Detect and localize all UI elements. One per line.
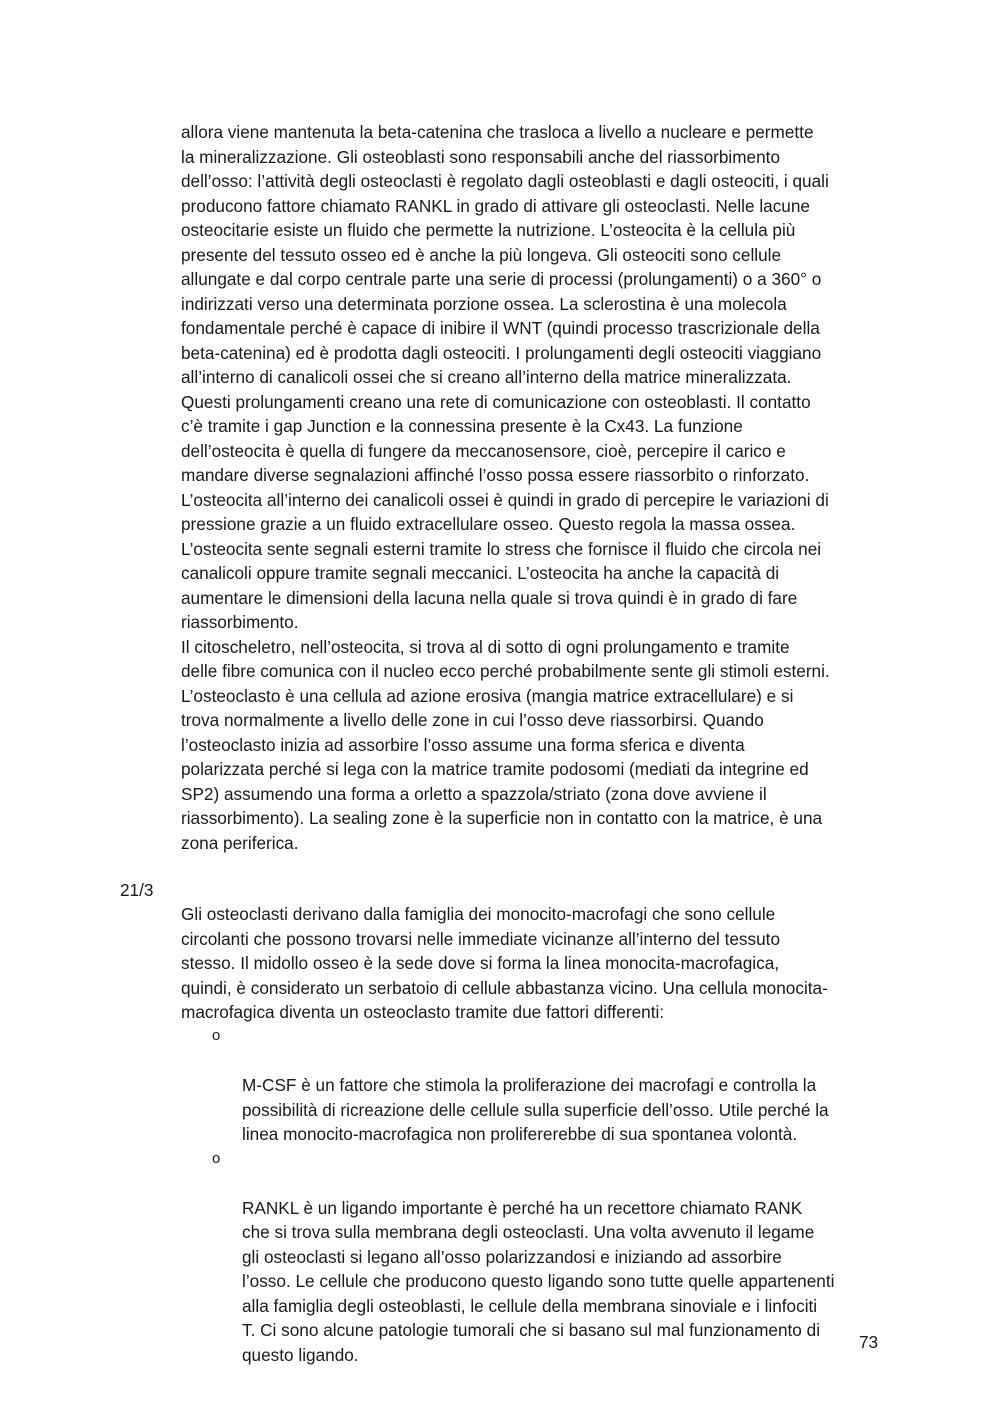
bullet-marker: o [212, 1149, 221, 1167]
page-number: 73 [859, 1332, 879, 1352]
bullet-marker: o [212, 1027, 221, 1044]
list-item [181, 1024, 881, 1147]
list-item [181, 1147, 881, 1368]
date-label: 21/3 [120, 880, 154, 900]
body-paragraph-osteociti: allora viene mantenuta la beta-catenina che trasloca a livello a nucleare e permette la mineralizzazione. Gli osteoblasti sono responsabili anche del riassorbimento dell’osso: l’attività degli osteoclasti è regolato dagli osteoblasti e dagli osteociti, i quali producono fattore chiamato RANKL in grado di attivare gli osteoclasti. Nelle lacune osteocitarie esiste un fluido che permette la nutrizione. L’osteocita è la cellula più presente del tessuto osseo ed è anche la più longeva. Gli osteociti sono cellule allungate e dal corpo centrale parte una serie di processi (prolungamenti) o a 360° o indirizzati verso una determinata porzione ossea. La sclerostina è una molecola fondamentale perché è capace di inibire il WNT (quindi processo trascrizionale della beta-catenina) ed è prodotta dagli osteociti. I prolungamenti degli osteociti viaggiano all’interno di canalicoli ossei che si creano all’interno della matrice mineralizzata. Questi prolungamenti creano una rete di comunicazione con osteoblasti. Il contatto c’è tramite i gap Junction e la connessina presente è la Cx43. La funzione dell’osteocita è quella di fungere da meccanosensore, cioè, percepire il carico e mandare diverse segnalazioni affinché l’osso possa essere riassorbito o rinforzato. L’osteocita all’interno dei canalicoli ossei è quindi in grado di percepire le variazioni di pressione grazie a un fluido extracellulare osseo. Questo regola la massa ossea. L’osteocita sente segnali esterni tramite lo stress che fornisce il fluido che circola nei canalicoli oppure tramite segnali meccanici. L’osteocita ha anche la capacità di aumentare le dimensioni della lacuna nella quale si trova quindi è in grado di fare riassorbimento. Il citoscheletro, nell’osteocita, si trova al di sotto di ogni prolungamento e tramite delle fibre comunica con il nucleo ecco perché probabilmente sente gli stimoli esterni. L’osteoclasto è una cellula ad azione erosiva (mangia matrice extracellulare) e si trova normalmente a livello delle zone in cui l’osso deve riassorbirsi. Quando l’osteoclasto inizia ad assorbire l’osso assume una forma sferica e diventa polarizzata perché si lega con la matrice tramite podosomi (mediati da integrine ed SP2) assumendo una forma a orletto a spazzola/striato (zona dove avviene il riassorbimento). La sealing zone è la superficie non in contatto con la matrice, è una zona periferica. [181, 122, 830, 853]
list-item-text: M-CSF è un fattore che stimola la proliferazione dei macrofagi e controlla la possibilità di ricreazione delle cellule sulla superficie dell’osso. Utile perché la linea monocito-macrofagica non prolifererebbe di sua spontanea volontà. [242, 1075, 829, 1144]
body-paragraph-osteoclasti: Gli osteoclasti derivano dalla famiglia dei monocito-macrofagi che sono cellule circolanti che possono trovarsi nelle immediate vicinanze all’interno del tessuto stesso. Il midollo osseo è la sede dove si forma la linea monocita-macrofagica, quindi, è considerato un serbatoio di cellule abbastanza vicino. Una cellula monocita- macrofagica diventa un osteoclasto tramite due fattori differenti: [181, 904, 828, 1022]
list-item-text: RANKL è un ligando importante è perché ha un recettore chiamato RANK che si trova sulla membrana degli osteoclasti. Una volta avvenuto il legame gli osteoclasti si legano all’osso polarizzandosi e iniziando ad assorbire l’osso. Le cellule che producono questo ligando sono tutte quelle appartenenti alla famiglia degli osteoblasti, le cellule della membrana sinoviale e i linfociti T. Ci sono alcune patologie tumorali che si basano sul mal funzionamento di questo ligando. [242, 1197, 835, 1365]
factor-list [181, 1024, 881, 1367]
